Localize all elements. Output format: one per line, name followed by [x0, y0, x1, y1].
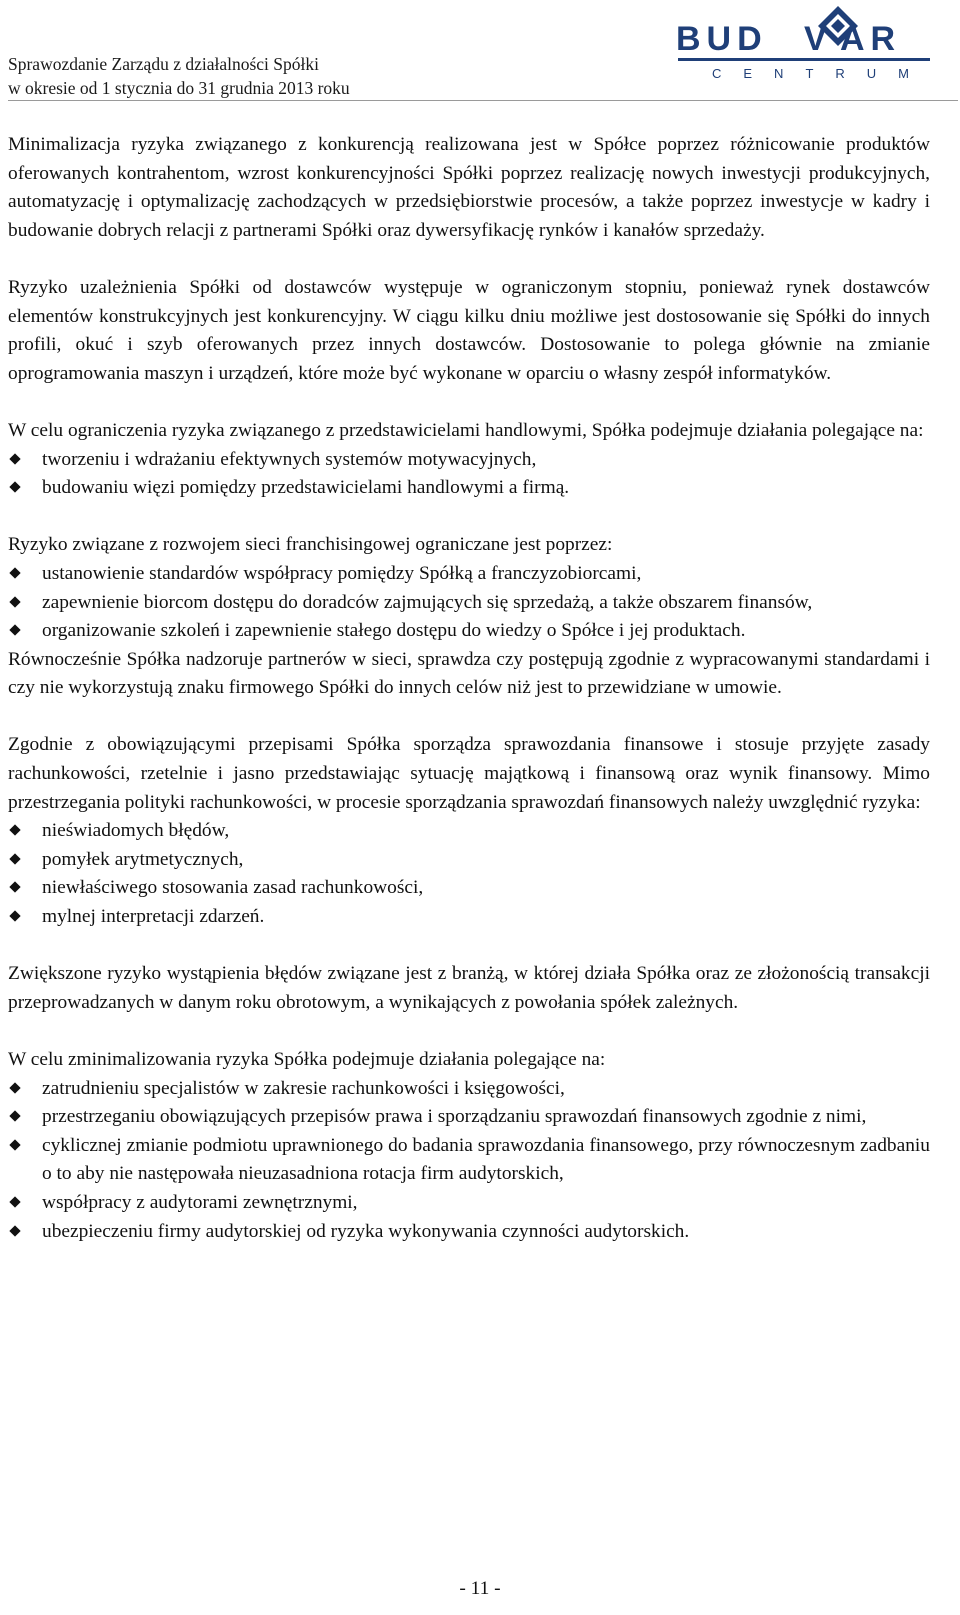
list-item: organizowanie szkoleń i zapewnienie stałego dostępu do wiedzy o Spółce i jej produktach.: [8, 617, 930, 646]
page-number: - 11 -: [459, 1578, 501, 1599]
list-item: tworzeniu i wdrażaniu efektywnych systemów motywacyjnych,: [8, 446, 930, 475]
paragraph-franchise-supervision: Równocześnie Spółka nadzoruje partnerów w sieci, sprawdza czy postępują zgodnie z wypracowanymi standardami i czy nie wykorzystują znaku firmowego Spółki do innych celów niż jest to przewidziane w umowie.: [8, 648, 930, 699]
budvar-logo: [672, 4, 940, 80]
list-item: współpracy z audytorami zewnętrznymi,: [8, 1189, 930, 1218]
paragraph-supplier-risk: Ryzyko uzależnienia Spółki od dostawców występuje w ograniczonym stopniu, ponieważ rynek dostawców elementów konstrukcyjnych jest konkurencyjny. W ciągu kilku dniu możliwe jest dostosowanie się Spółki do innych profili, okuć i szyb oferowanych przez innych dostawców. Dostosowanie to polega głównie na zmianie oprogramowania maszyn i urządzeń, które może być wykonane w oparciu o własny zespół informatyków.: [8, 276, 930, 384]
paragraph-accounting-risk: Zgodnie z obowiązującymi przepisami Spółka sporządza sprawozdania finansowe i stosuje przyjęte zasady rachunkowości, rzetelnie i jasno przedstawiając sytuację majątkową i finansową oraz wynik finansowy. Mimo przestrzegania polityki rachunkowości, w procesie sporządzania sprawozdań finansowych należy uwzględnić ryzyka:: [8, 734, 930, 813]
logo-subtext: CENTRUM: [712, 66, 931, 80]
diamond-bullet-icon: [9, 453, 20, 464]
list-item: budowaniu więzi pomiędzy przedstawicielami handlowymi a firmą.: [8, 474, 930, 503]
svg-text:V: V: [804, 20, 831, 58]
header-line-2: w okresie od 1 stycznia do 31 grudnia 2013 roku: [8, 78, 350, 98]
list-item: zapewnienie biorcom dostępu do doradców zajmujących się sprzedażą, a także obszarem finansów,: [8, 589, 930, 618]
list-item: niewłaściwego stosowania zasad rachunkowości,: [8, 874, 930, 903]
diamond-bullet-icon: [9, 825, 20, 836]
paragraph-sales-reps-risk: W celu ograniczenia ryzyka związanego z przedstawicielami handlowymi, Spółka podejmuje działania polegające na:: [8, 419, 924, 441]
diamond-bullet-icon: [9, 910, 20, 921]
diamond-bullet-icon: [9, 1139, 20, 1150]
paragraph-mitigation: W celu zminimalizowania ryzyka Spółka podejmuje działania polegające na:: [8, 1049, 606, 1070]
franchise-list: [8, 560, 930, 646]
document-body: [8, 131, 930, 1246]
list-item: pomyłek arytmetycznych,: [8, 846, 930, 875]
header-line-1: Sprawozdanie Zarządu z działalności Spółki: [8, 54, 320, 74]
list-item: zatrudnieniu specjalistów w zakresie rachunkowości i księgowości,: [8, 1075, 930, 1104]
diamond-bullet-icon: [9, 1111, 20, 1122]
diamond-bullet-icon: [9, 567, 20, 578]
mitigation-list: [8, 1075, 930, 1247]
diamond-bullet-icon: [9, 1225, 20, 1236]
list-item: ubezpieczeniu firmy audytorskiej od ryzyka wykonywania czynności audytorskich.: [8, 1218, 930, 1247]
list-item: cyklicznej zmianie podmiotu uprawnionego do badania sprawozdania finansowego, przy równoczesnym zadbaniu o to aby nie następowała nieuzasadniona rotacja firm audytorskich,: [8, 1132, 930, 1189]
paragraph-error-risk: Zwiększone ryzyko wystąpienia błędów związane jest z branżą, w której działa Spółka oraz ze złożonością transakcji przeprowadzanych w danym roku obrotowym, a wynikających z powołania spółek zależnych.: [8, 963, 930, 1013]
svg-text:AR: AR: [840, 20, 902, 58]
list-item: mylnej interpretacji zdarzeń.: [8, 903, 930, 932]
diamond-bullet-icon: [9, 596, 20, 607]
paragraph-franchise-risk: Ryzyko związane z rozwojem sieci franchisingowej ograniczane jest poprzez:: [8, 534, 613, 556]
diamond-bullet-icon: [9, 481, 20, 492]
sales-reps-list: [8, 446, 930, 503]
logo-wordmark: BUD: [676, 20, 768, 58]
diamond-bullet-icon: [9, 882, 20, 893]
diamond-bullet-icon: [9, 853, 20, 864]
paragraph-competition-risk: Minimalizacja ryzyka związanego z konkurencją realizowana jest w Spółce poprzez różnicowanie produktów oferowanych kontrahentom, wzrost konkurencyjności Spółki poprzez realizację nowych inwestycji produkcyjnych, automatyzację i optymalizację zachodzących w przedsiębiorstwie procesów, a także poprzez inwestycje w kadry i budowanie dobrych relacji z partnerami Spółki oraz dywersyfikację rynków i kanałów sprzedaży.: [8, 134, 930, 241]
list-item: nieświadomych błędów,: [8, 817, 930, 846]
diamond-bullet-icon: [9, 624, 20, 635]
list-item: ustanowienie standardów współpracy pomiędzy Spółką a franczyzobiorcami,: [8, 560, 930, 589]
diamond-bullet-icon: [9, 1082, 20, 1093]
diamond-bullet-icon: [9, 1196, 20, 1207]
accounting-risks-list: [8, 817, 930, 931]
header-title-block: [8, 52, 350, 100]
list-item: przestrzeganiu obowiązujących przepisów prawa i sporządzaniu sprawozdań finansowych zgodnie z nimi,: [8, 1103, 930, 1132]
header-divider: [8, 100, 958, 101]
page-header: [0, 0, 960, 103]
